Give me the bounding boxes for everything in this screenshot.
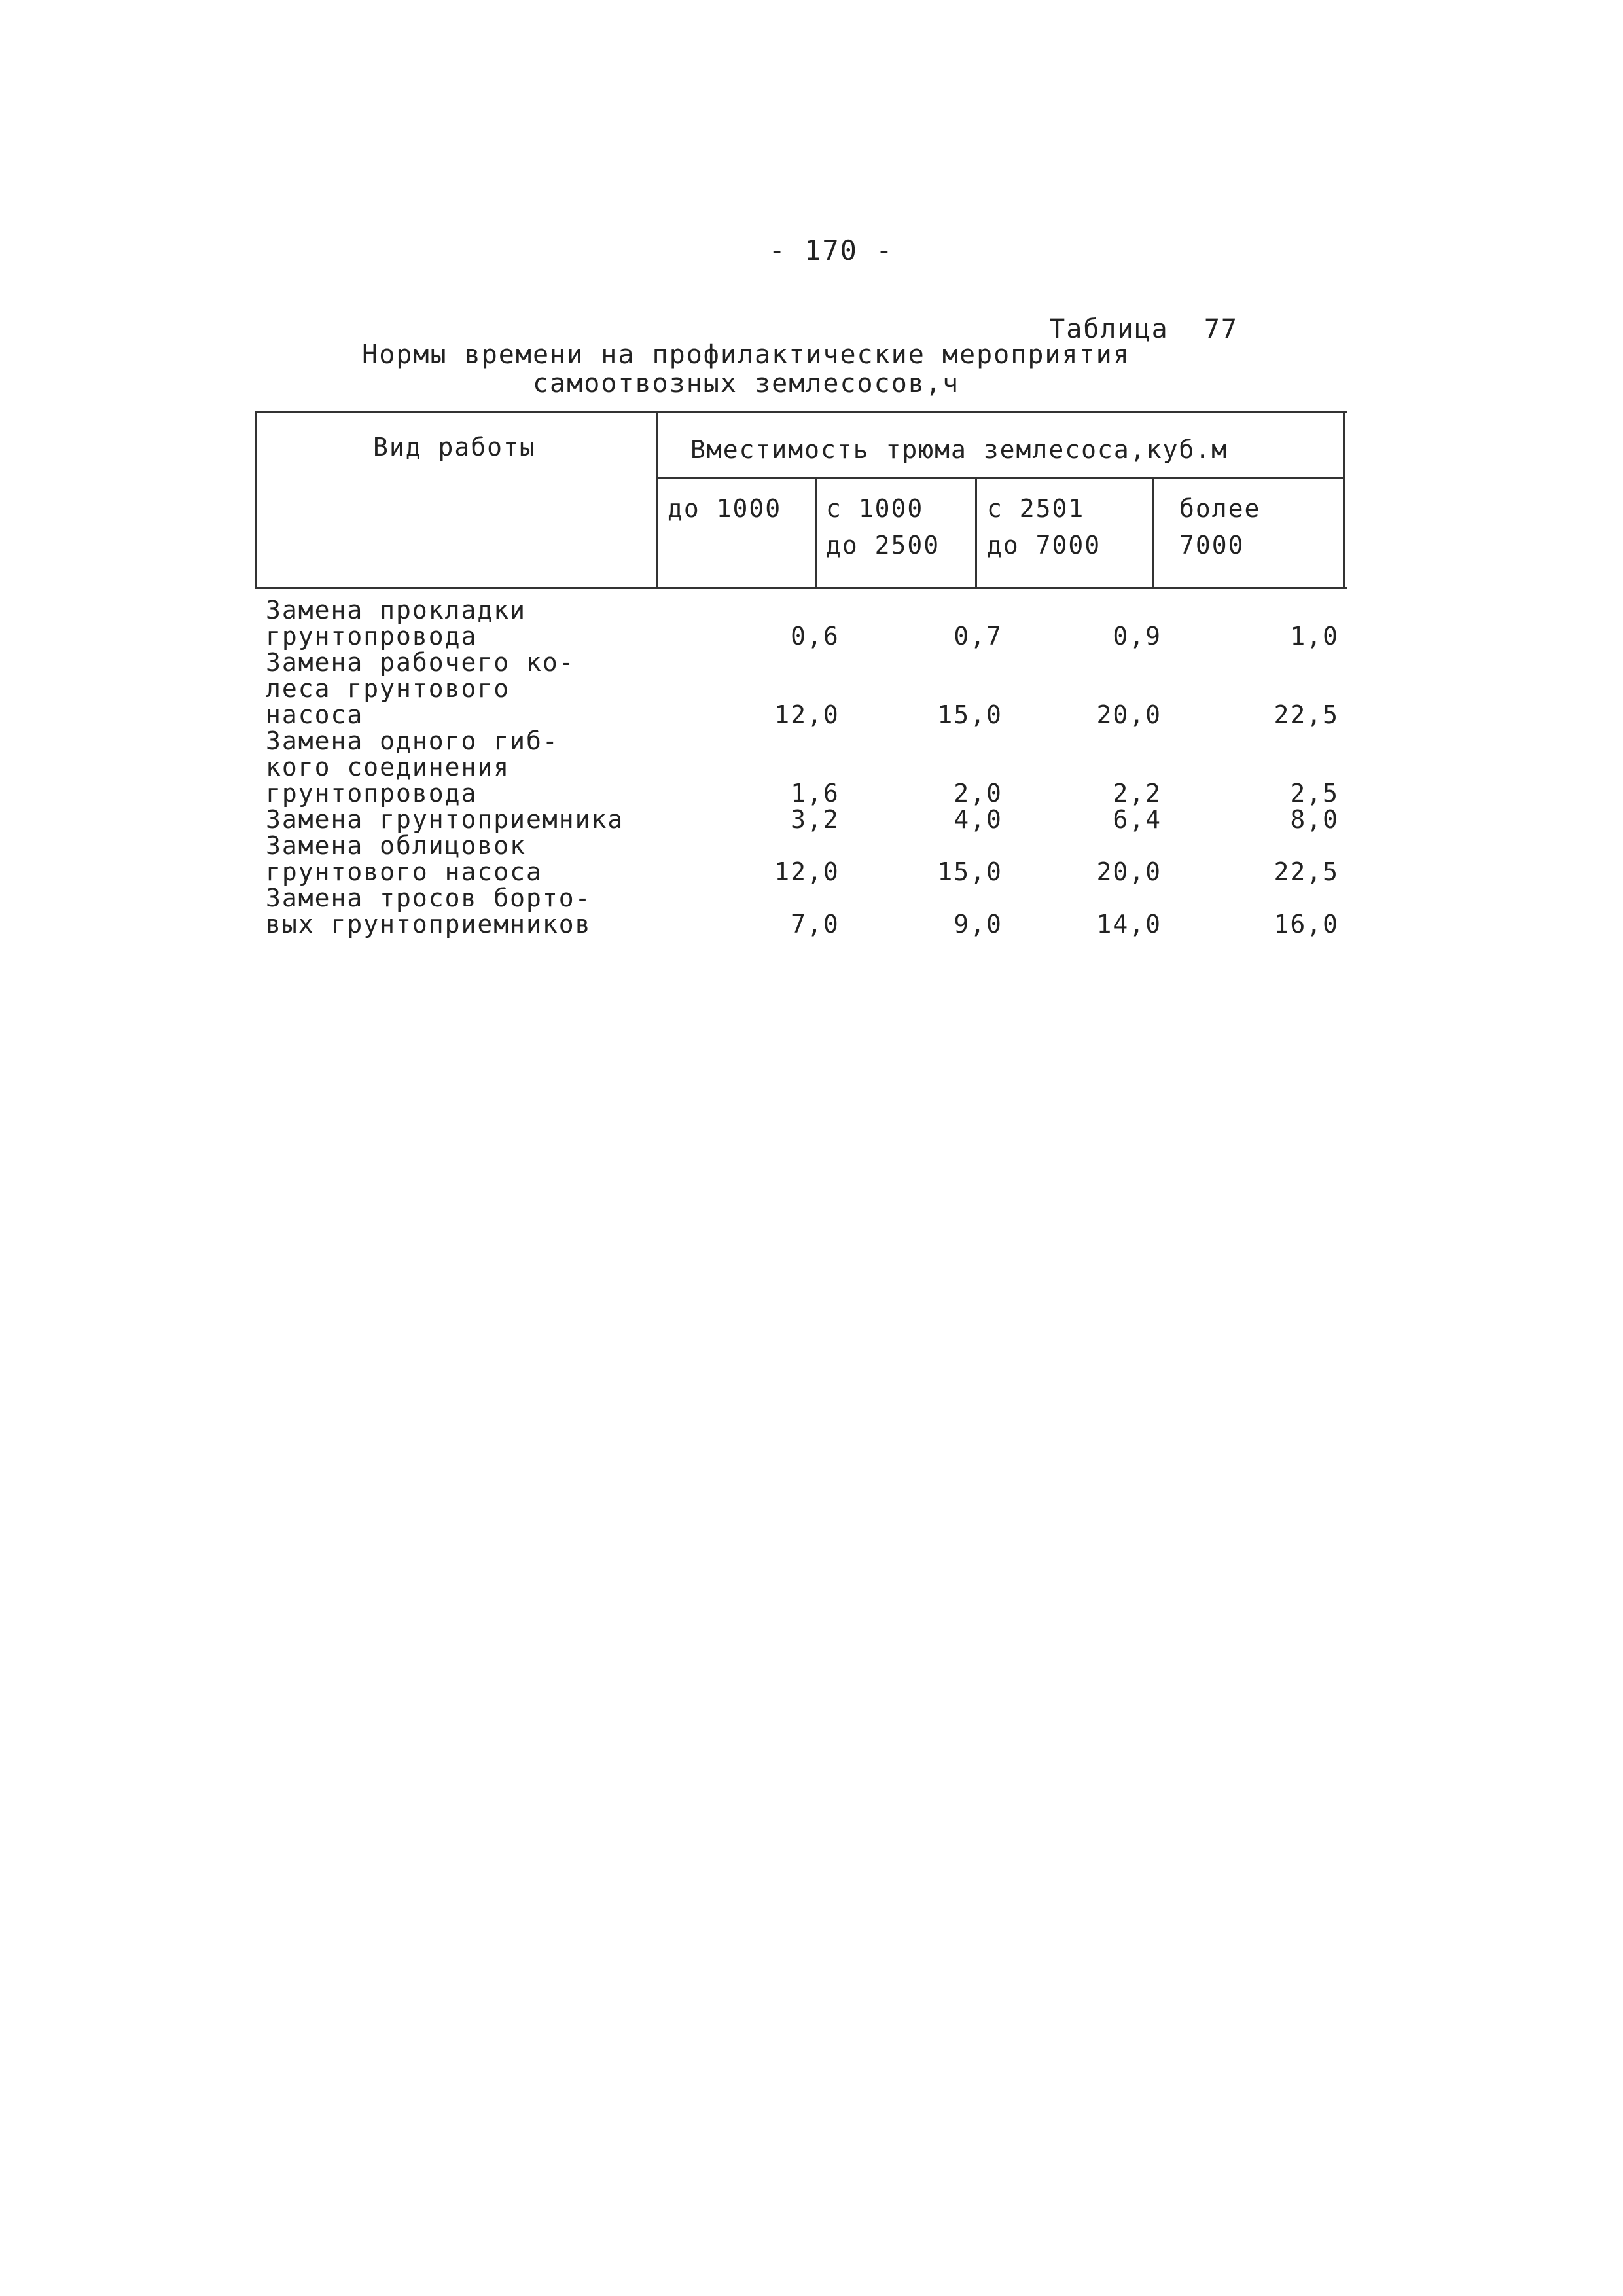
row-value-col-3: 14,0 xyxy=(1096,910,1162,939)
row-value-col-3: 2,2 xyxy=(1113,779,1162,808)
header-divider-col-3 xyxy=(975,477,977,587)
page-number: - 170 - xyxy=(768,234,894,266)
table-title-line-1: Нормы времени на профилактические мероприятия xyxy=(362,340,1130,370)
header-divider-capacity xyxy=(656,477,1345,479)
row-work-name: Замена прокладки грунтопровода xyxy=(266,596,527,651)
header-border-left xyxy=(255,413,257,587)
header-col-1-line-1: до 1000 xyxy=(668,494,782,523)
row-work-name: Замена тросов борто- вых грунтоприемников xyxy=(266,884,592,939)
table-label: Таблица 77 xyxy=(1049,314,1238,344)
header-col-3-line-1: с 2501 xyxy=(987,494,1085,523)
header-capacity: Вместимость трюма землесоса,куб.м xyxy=(690,435,1228,464)
row-value-col-3: 20,0 xyxy=(1096,700,1162,729)
row-value-col-4: 16,0 xyxy=(1274,910,1339,939)
header-divider-col-2 xyxy=(815,477,817,587)
row-value-col-2: 9,0 xyxy=(954,910,1003,939)
row-value-col-1: 3,2 xyxy=(791,805,840,834)
header-work-type: Вид работы xyxy=(373,433,536,461)
row-value-col-4: 22,5 xyxy=(1274,857,1339,886)
row-value-col-1: 0,6 xyxy=(791,622,840,651)
header-col-1 xyxy=(668,490,781,527)
table-row xyxy=(266,728,1339,806)
header-col-3 xyxy=(987,490,1101,564)
row-work-name: Замена облицовок грунтового насоса xyxy=(266,831,543,886)
table-title-line-2: самоотвозных землесосов,ч xyxy=(532,368,960,399)
table-row xyxy=(266,833,1339,885)
table-row xyxy=(266,885,1339,937)
row-value-col-1: 1,6 xyxy=(791,779,840,808)
row-value-col-2: 2,0 xyxy=(954,779,1003,808)
row-value-col-3: 0,9 xyxy=(1113,622,1162,651)
header-col-3-line-2: до 7000 xyxy=(987,531,1101,560)
header-col-2-line-1: с 1000 xyxy=(826,494,924,523)
table-row xyxy=(266,806,1339,833)
table-row xyxy=(266,597,1339,649)
row-work-name: Замена рабочего ко- леса грунтового насоса xyxy=(266,648,575,729)
row-value-col-1: 12,0 xyxy=(774,700,840,729)
row-value-col-3: 6,4 xyxy=(1113,805,1162,834)
table-body xyxy=(266,597,1339,937)
header-border-right xyxy=(1343,413,1345,587)
table-title xyxy=(249,340,1243,398)
row-value-col-4: 22,5 xyxy=(1274,700,1339,729)
row-value-col-3: 20,0 xyxy=(1096,857,1162,886)
row-work-name: Замена грунтоприемника xyxy=(266,805,624,834)
row-value-col-4: 1,0 xyxy=(1290,622,1339,651)
row-value-col-2: 4,0 xyxy=(954,805,1003,834)
row-value-col-2: 15,0 xyxy=(937,700,1003,729)
row-value-col-4: 8,0 xyxy=(1290,805,1339,834)
table-header xyxy=(255,411,1347,589)
row-value-col-1: 12,0 xyxy=(774,857,840,886)
header-col-4-line-2: 7000 xyxy=(1179,531,1245,560)
header-divider-work-type xyxy=(656,413,658,587)
header-divider-col-4 xyxy=(1152,477,1154,587)
header-col-4-line-1: более xyxy=(1179,494,1261,523)
row-value-col-2: 0,7 xyxy=(954,622,1003,651)
row-value-col-2: 15,0 xyxy=(937,857,1003,886)
header-col-2 xyxy=(826,490,940,564)
header-col-4 xyxy=(1179,490,1260,564)
row-value-col-4: 2,5 xyxy=(1290,779,1339,808)
row-value-col-1: 7,0 xyxy=(791,910,840,939)
row-work-name: Замена одного гиб- кого соединения грунтопровода xyxy=(266,726,559,808)
table-row xyxy=(266,649,1339,728)
header-col-2-line-2: до 2500 xyxy=(826,531,940,560)
